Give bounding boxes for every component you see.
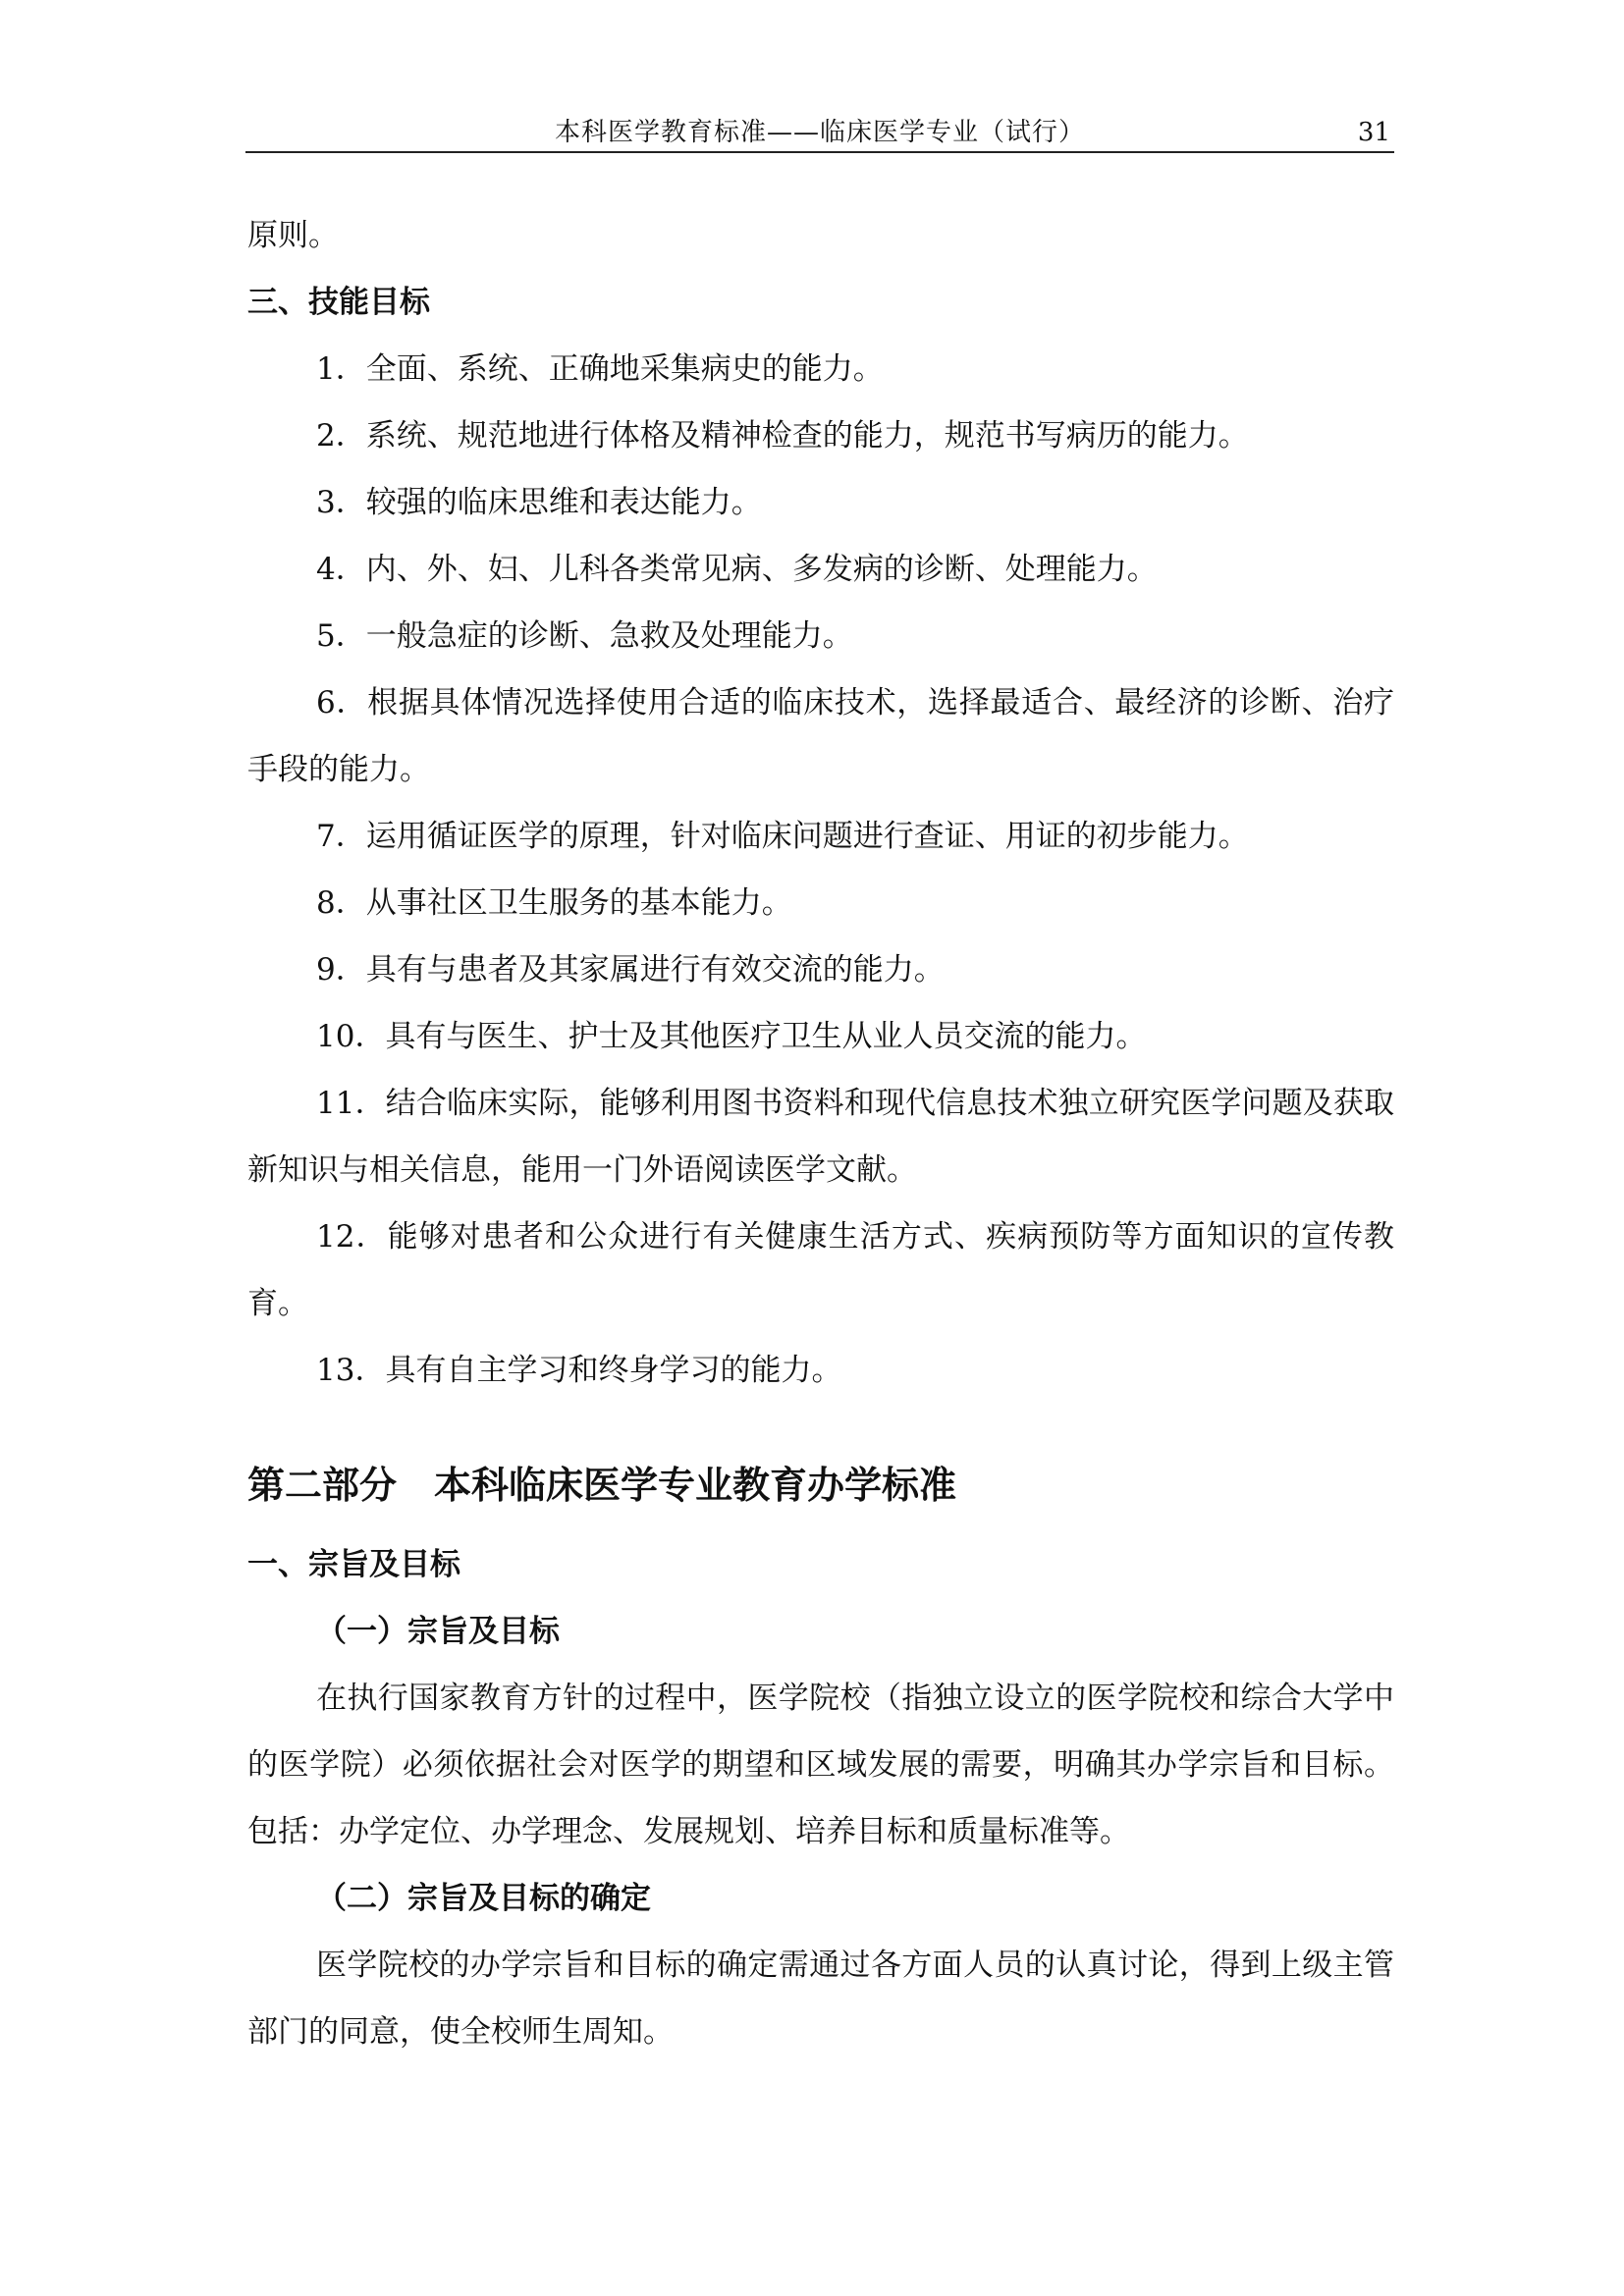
section-heading-mission: 一、宗旨及目标 — [247, 1547, 460, 1582]
list-item: 2．系统、规范地进行体格及精神检查的能力，规范书写病历的能力。 — [316, 418, 1249, 454]
list-item: 12．能够对患者和公众进行有关健康生活方式、疾病预防等方面知识的宣传教育。 — [247, 1219, 1394, 1321]
part-heading: 第二部分 本科临床医学专业教育办学标准 — [247, 1464, 957, 1507]
mission-paragraph: 在执行国家教育方针的过程中，医学院校（指独立设立的医学院校和综合大学中的医学院）必须依据社会对医学的期望和区域发展的需要，明确其办学宗旨和目标。包括：办学定位、办学理念、发展规划、培养目标和质量标准等。 — [247, 1681, 1394, 1849]
list-item: 3．较强的临床思维和表达能力。 — [316, 485, 762, 520]
mission-determination-paragraph: 医学院校的办学宗旨和目标的确定需通过各方面人员的认真讨论，得到上级主管部门的同意，使全校师生周知。 — [247, 1948, 1394, 2050]
list-item: 8．从事社区卫生服务的基本能力。 — [316, 885, 792, 921]
list-item: 6．根据具体情况选择使用合适的临床技术，选择最适合、最经济的诊断、治疗手段的能力。 — [247, 685, 1394, 787]
skills-list — [247, 336, 1394, 1404]
list-item: 9．具有与患者及其家属进行有效交流的能力。 — [316, 952, 945, 988]
subsection-heading-mission: （一）宗旨及目标 — [316, 1614, 560, 1649]
page-number: 31 — [1357, 118, 1390, 147]
list-item: 5．一般急症的诊断、急救及处理能力。 — [316, 618, 853, 654]
list-item: 4．内、外、妇、儿科各类常见病、多发病的诊断、处理能力。 — [316, 552, 1158, 587]
section-heading-skills: 三、技能目标 — [247, 285, 430, 320]
document-body — [247, 202, 1394, 2065]
header-divider — [245, 151, 1394, 153]
continuation-text: 原则。 — [247, 218, 339, 253]
subsection-heading-mission-determination: （二）宗旨及目标的确定 — [316, 1881, 651, 1916]
list-item: 10．具有与医生、护士及其他医疗卫生从业人员交流的能力。 — [316, 1019, 1147, 1054]
list-item: 7．运用循证医学的原理，针对临床问题进行查证、用证的初步能力。 — [316, 819, 1249, 854]
list-item: 13．具有自主学习和终身学习的能力。 — [316, 1353, 842, 1388]
list-item: 1．全面、系统、正确地采集病史的能力。 — [316, 351, 884, 387]
running-header — [245, 116, 1394, 155]
list-item: 11．结合临床实际，能够利用图书资料和现代信息技术独立研究医学问题及获取新知识与相关信息，能用一门外语阅读医学文献。 — [247, 1086, 1394, 1188]
header-title: 本科医学教育标准——临床医学专业（试行） — [554, 118, 1085, 147]
